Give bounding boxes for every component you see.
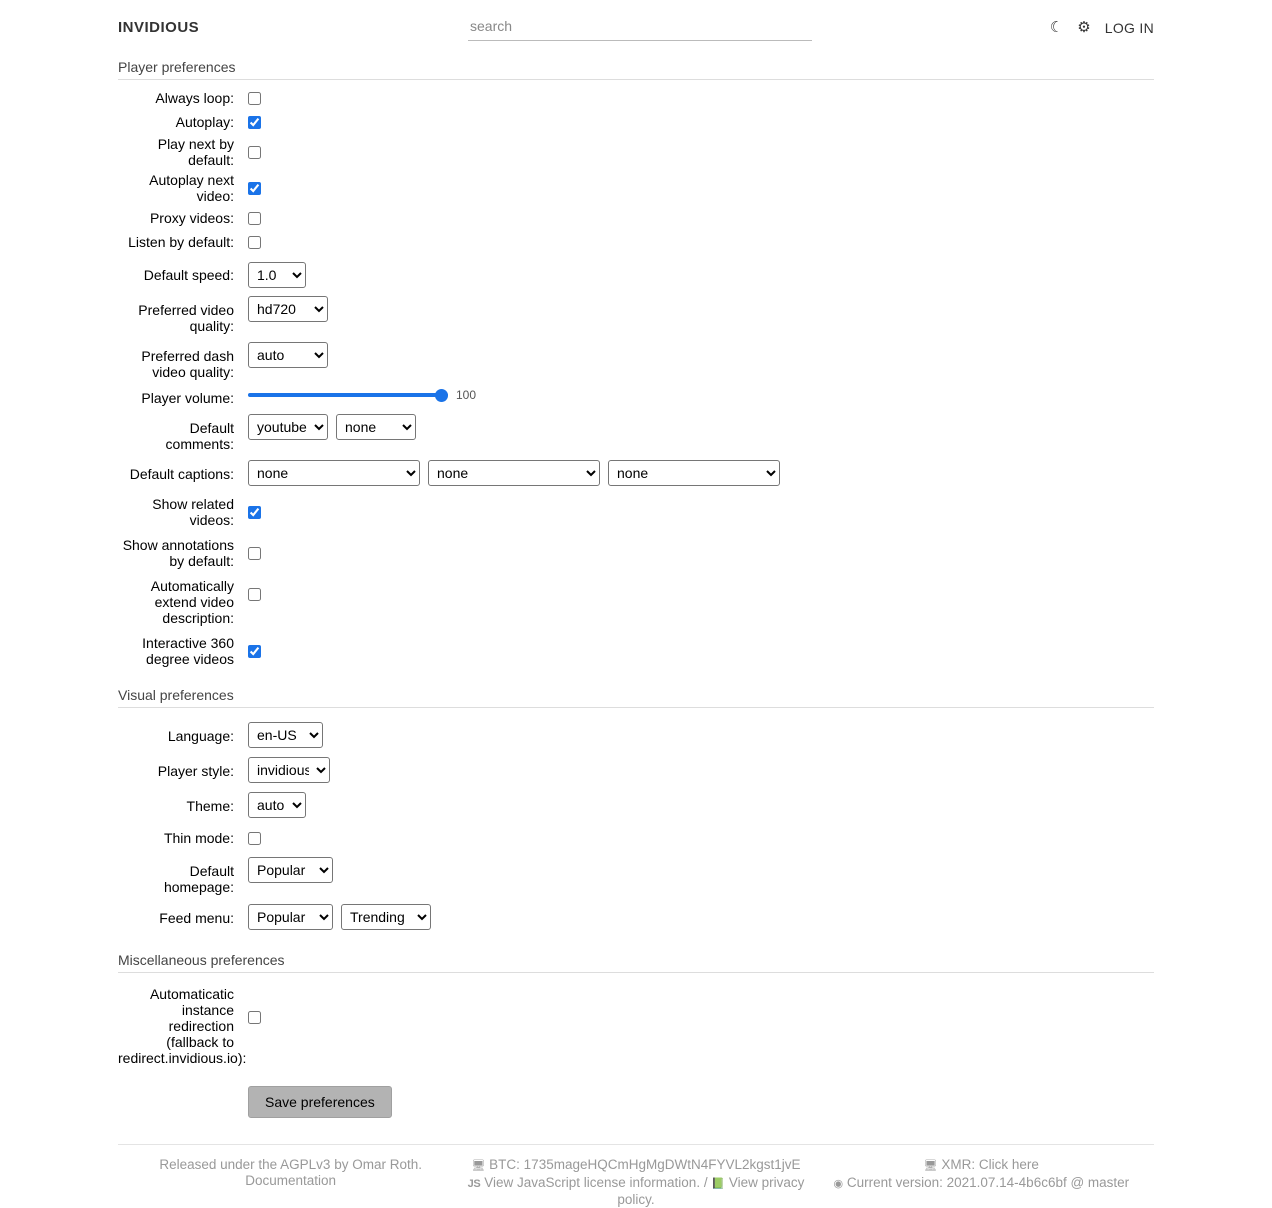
footer-xmr-link[interactable]: Click here — [978, 1157, 1039, 1172]
label-player-style: Player style: — [157, 763, 234, 779]
label-autoplay: Autoplay: — [175, 114, 234, 130]
login-link[interactable]: LOG IN — [1104, 19, 1154, 36]
row-always-loop — [118, 88, 1154, 108]
label-preferred-dash: Preferred dash video quality: — [141, 348, 234, 380]
row-thin-mode — [118, 828, 1154, 848]
select-language[interactable] — [248, 722, 323, 748]
row-auto-redirect — [118, 985, 1154, 1066]
label-always-loop: Always loop: — [155, 90, 234, 106]
monitor-icon: 🖥 — [471, 1160, 486, 1172]
row-preferred-dash — [118, 342, 1154, 380]
checkbox-listen-default[interactable] — [248, 236, 261, 249]
checkbox-extend-description[interactable] — [248, 588, 261, 601]
footer-center — [463, 1157, 808, 1208]
label-proxy-videos: Proxy videos: — [149, 210, 234, 226]
footer-right — [809, 1157, 1154, 1208]
label-auto-redirect: Automaticatic instance redirection (fallback to redirect.invidious.io): — [118, 986, 247, 1066]
footer — [118, 1144, 1154, 1208]
label-default-captions: Default captions: — [129, 466, 234, 482]
player-volume-value: 100 — [456, 388, 477, 402]
row-default-captions — [118, 460, 1154, 486]
footer-btc-link[interactable]: BTC: 1735mageHQCmHgMgDWtN4FYVL2kgst1jvE — [489, 1157, 801, 1172]
row-listen-default — [118, 232, 1154, 252]
save-spacer — [118, 1086, 248, 1118]
row-autoplay-next — [118, 172, 1154, 204]
label-default-speed: Default speed: — [143, 267, 234, 283]
label-feed-menu: Feed menu: — [159, 910, 234, 926]
book-icon: 📗 — [711, 1178, 726, 1190]
row-interactive-360 — [118, 634, 1154, 667]
moon-icon[interactable]: ☾ — [1049, 19, 1064, 36]
select-preferred-quality[interactable] — [248, 296, 328, 322]
select-default-captions-2[interactable] — [428, 460, 600, 486]
row-player-style — [118, 757, 1154, 783]
footer-version-line — [809, 1175, 1154, 1192]
row-preferred-quality — [118, 296, 1154, 334]
footer-xmr-label: XMR: — [941, 1157, 979, 1172]
select-theme[interactable] — [248, 792, 306, 818]
checkbox-interactive-360[interactable] — [248, 645, 261, 658]
preferences-form — [118, 53, 1154, 1118]
navbar — [118, 0, 1154, 53]
label-theme: Theme: — [186, 798, 234, 814]
nav-right — [1050, 20, 1154, 36]
label-preferred-quality: Preferred video quality: — [138, 302, 234, 334]
row-language — [118, 722, 1154, 748]
site-logo[interactable]: INVIDIOUS — [118, 19, 200, 36]
github-icon: ◉ — [833, 1178, 844, 1190]
footer-version-link[interactable]: Current version: 2021.07.14-4b6c6bf @ master — [846, 1175, 1130, 1190]
label-show-annotations: Show annotations by default: — [122, 537, 234, 569]
checkbox-show-annotations[interactable] — [248, 547, 261, 560]
label-show-related: Show related videos: — [152, 496, 234, 528]
label-player-volume: Player volume: — [141, 390, 234, 406]
row-autoplay — [118, 112, 1154, 132]
search-input[interactable] — [468, 14, 812, 41]
checkbox-thin-mode[interactable] — [248, 832, 261, 845]
footer-separator: / — [703, 1175, 708, 1190]
select-default-comments-2[interactable] — [336, 414, 416, 440]
checkbox-proxy-videos[interactable] — [248, 212, 261, 225]
js-badge-icon: JS — [467, 1178, 481, 1190]
footer-documentation-link[interactable]: Documentation — [245, 1173, 337, 1188]
checkbox-auto-redirect[interactable] — [248, 1011, 261, 1024]
footer-btc-line — [463, 1157, 808, 1174]
label-extend-description: Automatically extend video description: — [150, 578, 234, 626]
select-player-style[interactable] — [248, 757, 330, 783]
checkbox-always-loop[interactable] — [248, 92, 261, 105]
select-feed-menu-1[interactable] — [248, 904, 333, 930]
label-interactive-360: Interactive 360 degree videos — [142, 635, 234, 667]
checkbox-autoplay[interactable] — [248, 116, 261, 129]
row-show-annotations — [118, 536, 1154, 569]
section-visual-legend: Visual preferences — [118, 681, 1154, 708]
select-preferred-dash[interactable] — [248, 342, 328, 368]
checkbox-play-next[interactable] — [248, 146, 261, 159]
label-autoplay-next: Autoplay next video: — [149, 172, 234, 204]
row-play-next — [118, 136, 1154, 168]
label-default-comments: Default comments: — [165, 420, 234, 452]
row-default-comments — [118, 414, 1154, 452]
row-extend-description — [118, 577, 1154, 626]
row-show-related — [118, 496, 1154, 528]
footer-xmr-line — [809, 1157, 1154, 1174]
row-default-speed — [118, 262, 1154, 288]
row-default-homepage — [118, 857, 1154, 895]
footer-js-line — [463, 1175, 808, 1207]
save-preferences-button[interactable]: Save preferences — [248, 1086, 392, 1118]
select-default-captions-3[interactable] — [608, 460, 780, 486]
row-proxy-videos — [118, 208, 1154, 228]
footer-privacy-link[interactable]: View privacy policy. — [617, 1175, 805, 1207]
label-thin-mode: Thin mode: — [163, 830, 234, 846]
section-misc-legend: Miscellaneous preferences — [118, 946, 1154, 973]
label-play-next: Play next by default: — [157, 136, 234, 168]
label-default-homepage: Default homepage: — [163, 863, 234, 895]
section-player-legend: Player preferences — [118, 53, 1154, 80]
select-feed-menu-2[interactable] — [341, 904, 431, 930]
slider-player-volume[interactable] — [248, 393, 448, 397]
select-default-comments-1[interactable] — [248, 414, 328, 440]
select-default-speed[interactable] — [248, 262, 306, 288]
save-row — [118, 1086, 1154, 1118]
select-default-captions-1[interactable] — [248, 460, 420, 486]
row-feed-menu — [118, 904, 1154, 930]
label-language: Language: — [167, 728, 234, 744]
label-listen-default: Listen by default: — [128, 234, 234, 250]
checkbox-autoplay-next[interactable] — [248, 182, 261, 195]
search-box[interactable] — [468, 14, 812, 41]
footer-left — [118, 1157, 463, 1208]
row-player-volume — [118, 388, 1154, 406]
row-theme — [118, 792, 1154, 818]
checkbox-show-related[interactable] — [248, 506, 261, 519]
gear-icon[interactable]: ⚙ — [1077, 19, 1091, 36]
footer-license-text: Released under the AGPLv3 by Omar Roth. — [159, 1157, 422, 1172]
select-default-homepage[interactable] — [248, 857, 333, 883]
monitor-icon-xmr: 🖥 — [923, 1160, 938, 1172]
footer-js-license-link[interactable]: View JavaScript license information. — [484, 1175, 701, 1190]
